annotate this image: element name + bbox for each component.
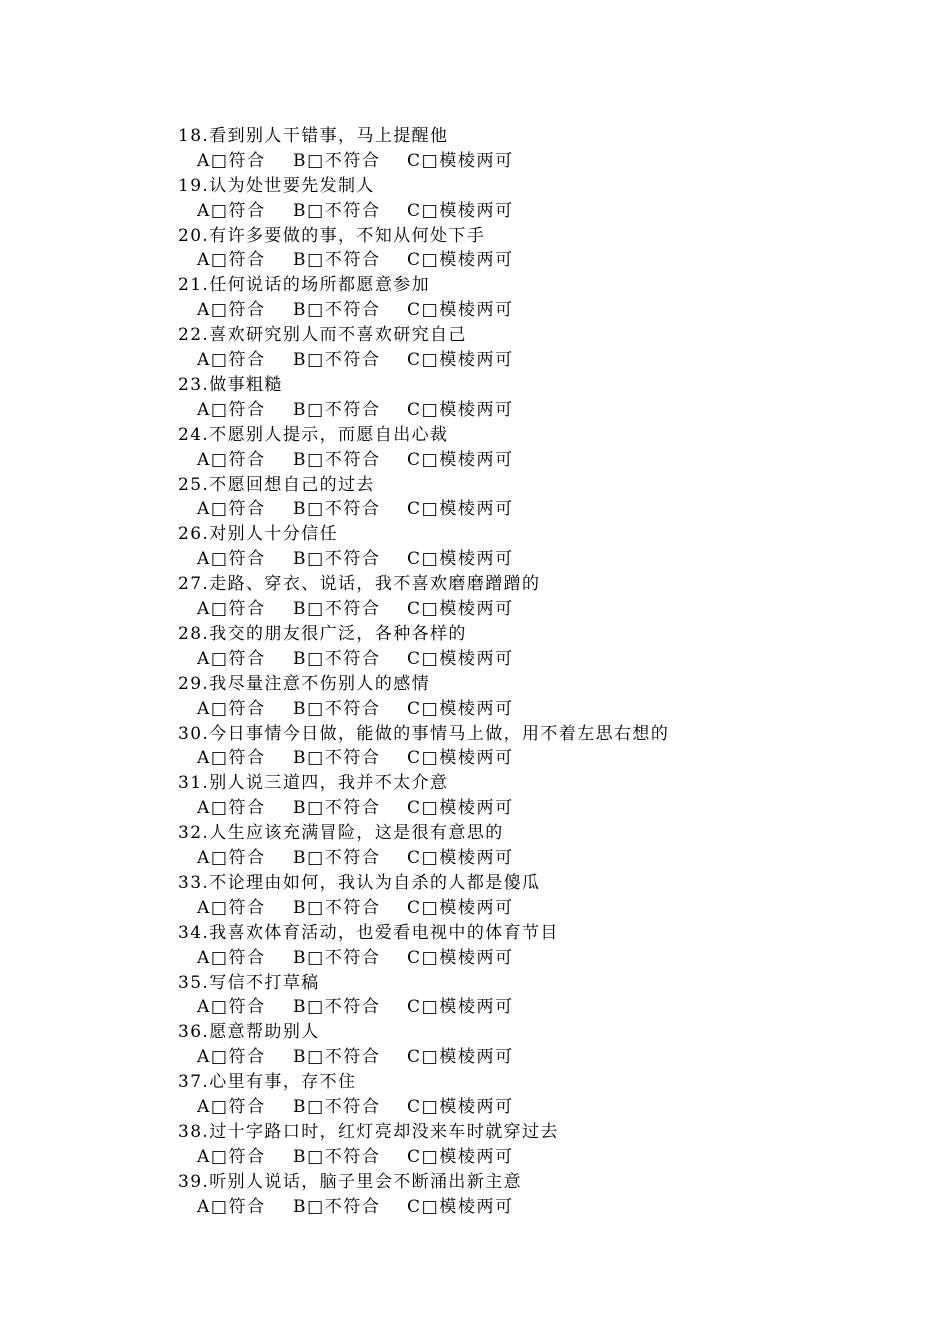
option-c-checkbox[interactable]: C□模棱两可 [407, 798, 514, 819]
option-b-checkbox[interactable]: B□不符合 [293, 997, 381, 1018]
option-a-checkbox[interactable]: A□符合 [197, 698, 266, 719]
question-item [178, 722, 878, 772]
option-c-checkbox[interactable]: C□模棱两可 [407, 599, 514, 620]
question-text: 33.不论理由如何，我认为自杀的人都是傻瓜 [178, 872, 541, 893]
option-b-checkbox[interactable]: B□不符合 [293, 1047, 381, 1068]
option-a-checkbox[interactable]: A□符合 [197, 648, 266, 669]
question-item [178, 423, 878, 473]
option-a-checkbox[interactable]: A□符合 [197, 947, 266, 968]
option-c-checkbox[interactable]: C□模棱两可 [407, 947, 514, 968]
question-item [178, 1020, 878, 1070]
question-text: 34.我喜欢体育活动，也爱看电视中的体育节目 [178, 922, 559, 943]
question-text: 32.人生应该充满冒险，这是很有意思的 [178, 823, 504, 844]
question-item [178, 821, 878, 871]
option-b-checkbox[interactable]: B□不符合 [293, 549, 381, 570]
option-a-checkbox[interactable]: A□符合 [197, 1097, 266, 1118]
question-text: 31.别人说三道四，我并不太介意 [178, 773, 449, 794]
option-b-checkbox[interactable]: B□不符合 [293, 350, 381, 371]
option-b-checkbox[interactable]: B□不符合 [293, 1196, 381, 1217]
option-a-checkbox[interactable]: A□符合 [197, 499, 266, 520]
answer-options [178, 697, 878, 722]
option-b-checkbox[interactable]: B□不符合 [293, 599, 381, 620]
question-text: 38.过十字路口时，红灯亮却没来车时就穿过去 [178, 1121, 559, 1142]
answer-options [178, 547, 878, 572]
option-b-checkbox[interactable]: B□不符合 [293, 947, 381, 968]
option-c-checkbox[interactable]: C□模棱两可 [407, 748, 514, 769]
answer-options [178, 1045, 878, 1070]
question-item [178, 522, 878, 572]
question-text: 21.任何说话的场所都愿意参加 [178, 275, 431, 296]
answer-options [178, 248, 878, 273]
question-text: 37.心里有事，存不住 [178, 1072, 357, 1093]
option-b-checkbox[interactable]: B□不符合 [293, 798, 381, 819]
answer-options [178, 746, 878, 771]
option-b-checkbox[interactable]: B□不符合 [293, 150, 381, 171]
option-b-checkbox[interactable]: B□不符合 [293, 698, 381, 719]
question-text: 19.认为处世要先发制人 [178, 175, 375, 196]
option-b-checkbox[interactable]: B□不符合 [293, 897, 381, 918]
answer-options [178, 597, 878, 622]
option-a-checkbox[interactable]: A□符合 [197, 748, 266, 769]
answer-options [178, 647, 878, 672]
option-b-checkbox[interactable]: B□不符合 [293, 399, 381, 420]
question-text: 20.有许多要做的事，不知从何处下手 [178, 225, 486, 246]
question-text: 26.对别人十分信任 [178, 524, 339, 545]
option-b-checkbox[interactable]: B□不符合 [293, 748, 381, 769]
answer-options [178, 995, 878, 1020]
question-item [178, 572, 878, 622]
option-a-checkbox[interactable]: A□符合 [197, 300, 266, 321]
option-c-checkbox[interactable]: C□模棱两可 [407, 549, 514, 570]
question-text: 39.听别人说话，脑子里会不断涌出新主意 [178, 1171, 523, 1192]
option-c-checkbox[interactable]: C□模棱两可 [407, 150, 514, 171]
option-c-checkbox[interactable]: C□模棱两可 [407, 698, 514, 719]
option-c-checkbox[interactable]: C□模棱两可 [407, 250, 514, 271]
option-b-checkbox[interactable]: B□不符合 [293, 848, 381, 869]
answer-options [178, 199, 878, 224]
option-a-checkbox[interactable]: A□符合 [197, 997, 266, 1018]
option-a-checkbox[interactable]: A□符合 [197, 250, 266, 271]
question-item [178, 1120, 878, 1170]
option-b-checkbox[interactable]: B□不符合 [293, 648, 381, 669]
question-text: 27.走路、穿衣、说话，我不喜欢磨磨蹭蹭的 [178, 574, 541, 595]
option-c-checkbox[interactable]: C□模棱两可 [407, 1047, 514, 1068]
option-a-checkbox[interactable]: A□符合 [197, 350, 266, 371]
answer-options [178, 448, 878, 473]
question-item [178, 771, 878, 821]
question-text: 23.做事粗糙 [178, 374, 283, 395]
answer-options [178, 298, 878, 323]
option-c-checkbox[interactable]: C□模棱两可 [407, 350, 514, 371]
answer-options [178, 398, 878, 423]
answer-options [178, 796, 878, 821]
question-item [178, 323, 878, 373]
question-item [178, 971, 878, 1021]
question-text: 22.喜欢研究别人而不喜欢研究自己 [178, 325, 467, 346]
answer-options [178, 946, 878, 971]
option-b-checkbox[interactable]: B□不符合 [293, 200, 381, 221]
question-text: 18.看到别人干错事，马上提醒他 [178, 126, 449, 146]
option-c-checkbox[interactable]: C□模棱两可 [407, 848, 514, 869]
option-a-checkbox[interactable]: A□符合 [197, 848, 266, 869]
option-b-checkbox[interactable]: B□不符合 [293, 499, 381, 520]
option-b-checkbox[interactable]: B□不符合 [293, 449, 381, 470]
option-c-checkbox[interactable]: C□模棱两可 [407, 399, 514, 420]
question-item [178, 124, 878, 174]
question-item [178, 871, 878, 921]
option-a-checkbox[interactable]: A□符合 [197, 150, 266, 171]
question-item [178, 473, 878, 523]
question-item [178, 622, 878, 672]
question-item [178, 1070, 878, 1120]
question-item [178, 373, 878, 423]
question-item [178, 672, 878, 722]
answer-options [178, 1195, 878, 1220]
question-text: 24.不愿别人提示，而愿自出心裁 [178, 424, 449, 445]
answer-options [178, 348, 878, 373]
answer-options [178, 497, 878, 522]
option-a-checkbox[interactable]: A□符合 [197, 449, 266, 470]
option-c-checkbox[interactable]: C□模棱两可 [407, 1146, 514, 1167]
answer-options [178, 1095, 878, 1120]
option-a-checkbox[interactable]: A□符合 [197, 549, 266, 570]
question-item [178, 273, 878, 323]
option-a-checkbox[interactable]: A□符合 [197, 599, 266, 620]
option-c-checkbox[interactable]: C□模棱两可 [407, 200, 514, 221]
option-b-checkbox[interactable]: B□不符合 [293, 300, 381, 321]
option-c-checkbox[interactable]: C□模棱两可 [407, 300, 514, 321]
question-text: 29.我尽量注意不伤别人的感情 [178, 673, 431, 694]
question-text: 36.愿意帮助别人 [178, 1022, 320, 1043]
option-c-checkbox[interactable]: C□模棱两可 [407, 997, 514, 1018]
option-b-checkbox[interactable]: B□不符合 [293, 1097, 381, 1118]
question-text: 25.不愿回想自己的过去 [178, 474, 375, 495]
option-a-checkbox[interactable]: A□符合 [197, 897, 266, 918]
answer-options [178, 846, 878, 871]
option-a-checkbox[interactable]: A□符合 [197, 399, 266, 420]
option-c-checkbox[interactable]: C□模棱两可 [407, 449, 514, 470]
question-text: 30.今日事情今日做，能做的事情马上做，用不着左思右想的 [178, 723, 670, 744]
question-item [178, 224, 878, 274]
answer-options [178, 896, 878, 921]
option-c-checkbox[interactable]: C□模棱两可 [407, 499, 514, 520]
question-item [178, 1170, 878, 1220]
option-a-checkbox[interactable]: A□符合 [197, 1047, 266, 1068]
option-a-checkbox[interactable]: A□符合 [197, 200, 266, 221]
option-a-checkbox[interactable]: A□符合 [197, 798, 266, 819]
question-item [178, 174, 878, 224]
answer-options [178, 149, 878, 174]
option-c-checkbox[interactable]: C□模棱两可 [407, 648, 514, 669]
question-item [178, 921, 878, 971]
option-b-checkbox[interactable]: B□不符合 [293, 250, 381, 271]
option-a-checkbox[interactable]: A□符合 [197, 1196, 266, 1217]
answer-options [178, 1145, 878, 1170]
question-text: 28.我交的朋友很广泛，各种各样的 [178, 623, 467, 644]
option-c-checkbox[interactable]: C□模棱两可 [407, 897, 514, 918]
question-text: 35.写信不打草稿 [178, 972, 320, 993]
option-a-checkbox[interactable]: A□符合 [197, 1146, 266, 1167]
option-c-checkbox[interactable]: C□模棱两可 [407, 1097, 514, 1118]
option-b-checkbox[interactable]: B□不符合 [293, 1146, 381, 1167]
option-c-checkbox[interactable]: C□模棱两可 [407, 1196, 514, 1217]
questionnaire [178, 124, 878, 1220]
